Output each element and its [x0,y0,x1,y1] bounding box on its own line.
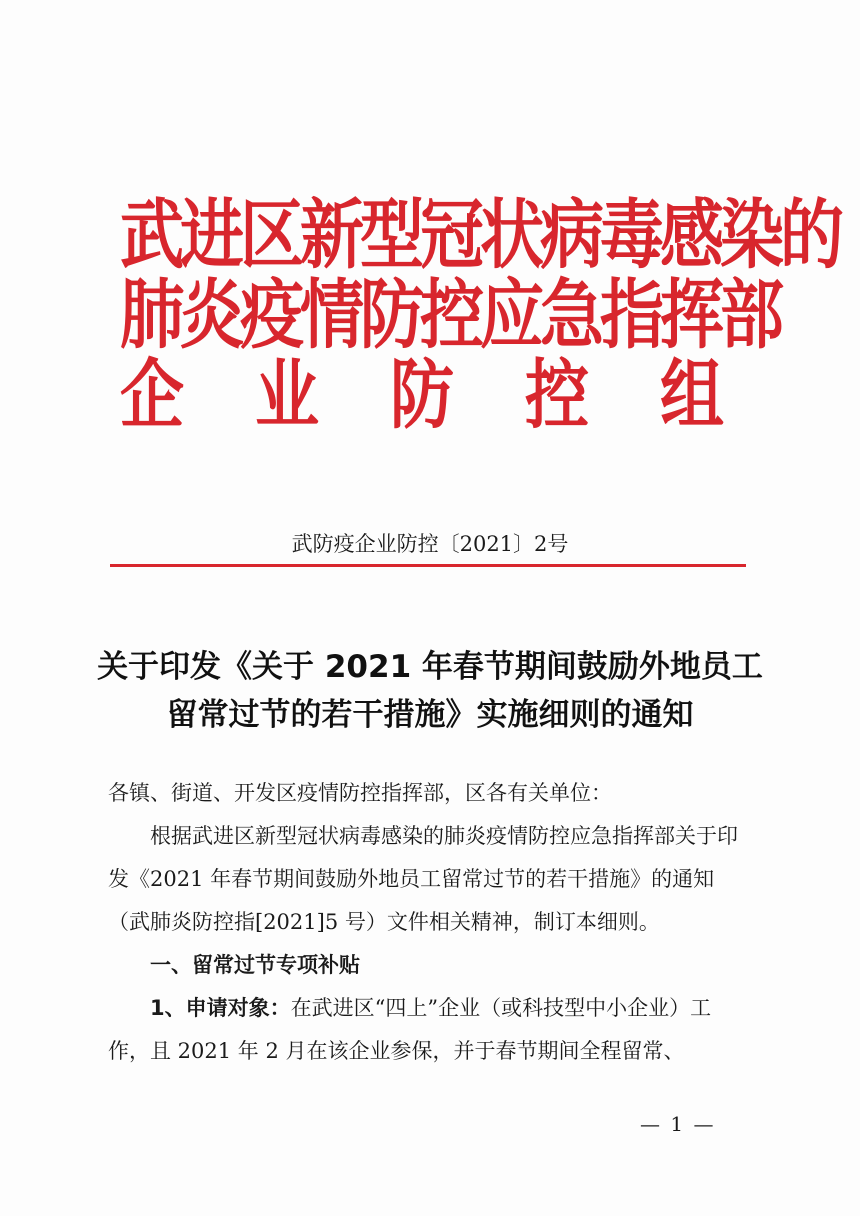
masthead-line2-char: 急 [540,272,604,360]
masthead-line2-char: 防 [360,272,424,360]
masthead-line3-char: 防 [390,352,454,440]
masthead-line1-char: 武 [120,192,184,280]
masthead-line1-char: 状 [480,192,544,280]
masthead-line1-char: 毒 [600,192,664,280]
masthead-line2-char: 部 [720,272,784,360]
masthead-line1-char: 型 [360,192,424,280]
masthead-line3-char: 业 [255,352,319,440]
masthead-line2-char: 挥 [660,272,724,360]
page-number: — 1 — [640,1112,716,1136]
title-line-2: 留常过节的若干措施》实施细则的通知 [166,697,694,733]
title-line-1: 关于印发《关于 2021 年春节期间鼓励外地员工 [97,649,763,685]
document-title [60,643,800,739]
masthead-line2-char: 炎 [180,272,244,360]
document-body [108,772,748,1073]
item-1-label: 1、申请对象： [150,996,291,1020]
masthead-line3-char: 企 [120,352,184,440]
masthead-line2-char: 疫 [240,272,304,360]
masthead-line1-char: 区 [240,192,304,280]
item-1-text: 在武进区“四上”企业（或科技型中小企业）工作，且 2021 年 2 月在该企业参保，并于春节期间全程留常、 [108,996,712,1063]
masthead-line2-char: 应 [480,272,544,360]
masthead [120,192,844,440]
paragraph-1: 根据武进区新型冠状病毒感染的肺炎疫情防控应急指挥部关于印发《2021 年春节期间鼓励外地员工留常过节的若干措施》的通知（武肺炎防控指[2021]5 号）文件相关精神，制订本细则。 [108,824,738,934]
masthead-line-3 [120,349,724,443]
section-heading-1: 一、留常过节专项补贴 [150,953,360,977]
red-divider-line [110,564,746,567]
masthead-line1-char: 病 [540,192,604,280]
item-1 [108,987,748,1073]
masthead-line1-char: 感 [660,192,724,280]
masthead-line1-char: 进 [180,192,244,280]
masthead-line3-char: 控 [525,352,589,440]
masthead-line2-char: 指 [600,272,664,360]
masthead-line1-char: 冠 [420,192,484,280]
masthead-line1-char: 新 [300,192,364,280]
masthead-line2-char: 控 [420,272,484,360]
salutation: 各镇、街道、开发区疫情防控指挥部，区各有关单位： [108,781,612,805]
masthead-line2-char: 肺 [120,272,184,360]
masthead-line2-char: 情 [300,272,364,360]
masthead-line1-char: 染 [720,192,784,280]
masthead-line3-char: 组 [660,352,724,440]
document-number: 武防疫企业防控〔2021〕2号 [291,532,569,556]
masthead-line1-char: 的 [780,192,844,280]
